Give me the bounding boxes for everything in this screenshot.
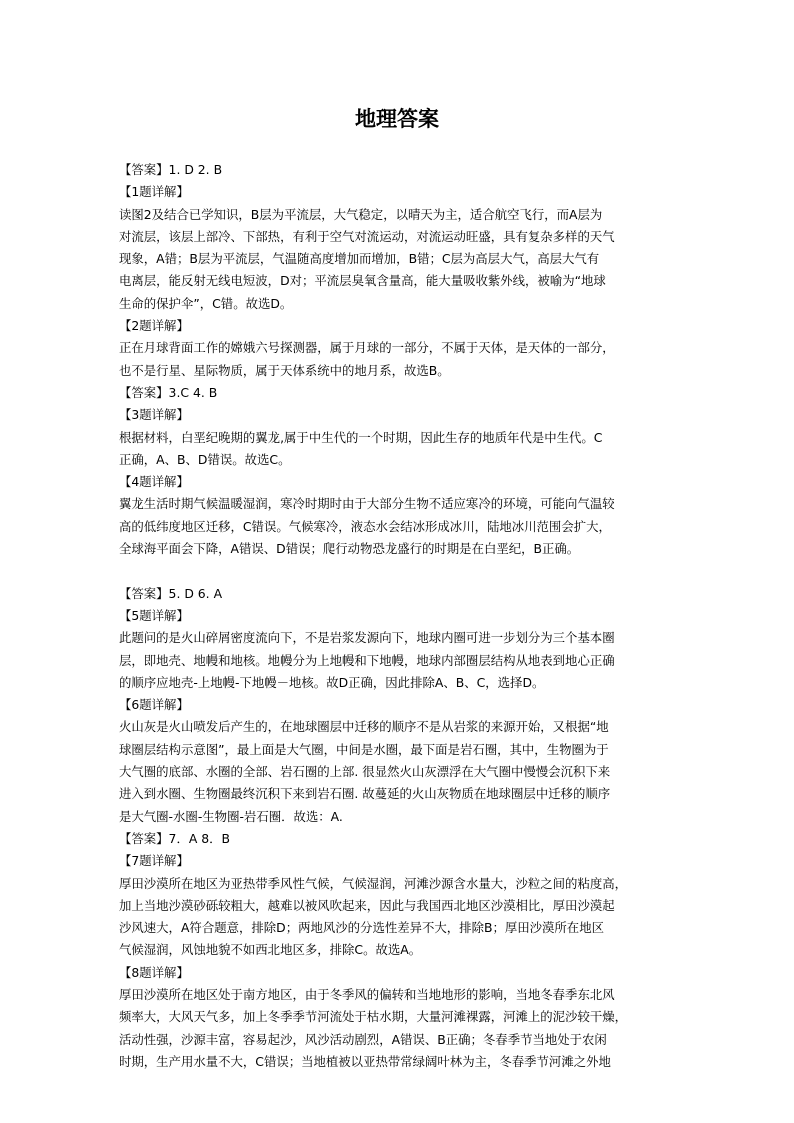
section-heading: 【7题详解】	[119, 853, 189, 869]
text-line: 球圈层结构示意图”，最上面是大气圈，中间是水圈，最下面是岩石圈，其中，生物圈为于	[119, 741, 609, 757]
text-line: 是大气圈-水圈-生物圈-岩石圈．故选：A.	[119, 808, 343, 824]
section-heading: 【5题详解】	[119, 607, 189, 623]
section-heading: 【8题详解】	[119, 964, 189, 980]
blank-line	[119, 560, 679, 582]
answer-content	[119, 159, 679, 1073]
text-line: 层，即地壳、地幔和地核。地幔分为上地幔和下地幔，地球内部圈层结构从地表到地心正确	[119, 652, 615, 668]
text-line: 正确，A、B、D错误。故选C。	[119, 451, 291, 467]
answer-line: 【答案】7．A 8．B	[119, 830, 231, 846]
text-line: 正在月球背面工作的嫦娥六号探测器，属于月球的一部分，不属于天体，是天体的一部分，	[119, 340, 615, 356]
text-line: 全球海平面会下降，A错误、D错误；爬行动物恐龙盛行的时期是在白垩纪，B正确。	[119, 541, 580, 557]
text-line: 电离层，能反射无线电短波，D对；平流层臭氧含量高，能大量吸收紫外线，被喻为“地球	[119, 273, 606, 289]
text-line: 对流层，该层上部冷、下部热，有利于空气对流运动，对流运动旺盛，具有复杂多样的天气	[119, 228, 615, 244]
text-line: 进入到水圈、生物圈最终沉积下来到岩石圈. 故蔓延的火山灰物质在地球圈层中迁移的顺序	[119, 786, 611, 802]
answer-line: 【答案】3.C 4. B	[119, 384, 218, 400]
answer-line: 【答案】5. D 6. A	[119, 585, 223, 601]
text-line: 翼龙生活时期气候温暖湿润，寒冷时期时由于大部分生物不适应寒冷的环境，可能向气温较	[119, 496, 615, 512]
section-heading: 【4题详解】	[119, 474, 189, 490]
text-line: 厚田沙漠所在地区处于南方地区，由于冬季风的偏转和当地地形的影响，当地冬春季东北风	[119, 986, 615, 1002]
text-line: 也不是行星、星际物质，属于天体系统中的地月系，故选B。	[119, 362, 450, 378]
text-line: 现象，A错；B层为平流层，气温随高度增加而增加，B错；C层为高层大气，高层大气有	[119, 251, 600, 267]
text-line: 此题问的是火山碎屑密度流向下，不是岩浆发源向下，地球内圈可进一步划分为三个基本圈	[119, 630, 615, 646]
text-line: 活动性强，沙源丰富，容易起沙，风沙活动剧烈，A错误、B正确；冬春季节当地处于农闲	[119, 1031, 607, 1047]
text-line: 沙风速大，A符合题意，排除D；两地风沙的分选性差异不大，排除B；厚田沙漠所在地区	[119, 920, 604, 936]
section-heading: 【6题详解】	[119, 697, 189, 713]
text-line: 大气圈的底部、水圈的全部、岩石圈的上部. 很显然火山灰漂浮在大气圈中慢慢会沉积下来	[119, 764, 611, 780]
section-heading: 【3题详解】	[119, 407, 189, 423]
text-line: 气候湿润，风蚀地貌不如西北地区多，排除C。故选A。	[119, 942, 422, 958]
section-heading: 【1题详解】	[119, 184, 189, 200]
text-line: 厚田沙漠所在地区为亚热带季风性气候，气候湿润，河滩沙源含水量大，沙粒之间的粘度高，	[119, 875, 628, 891]
section-heading: 【2题详解】	[119, 318, 189, 334]
text-line: 读图2及结合已学知识，B层为平流层，大气稳定，以晴天为主，适合航空飞行，而A层为	[119, 206, 603, 222]
text-line: 火山灰是火山喷发后产生的，在地球圈层中迁移的顺序不是从岩浆的来源开始，又根据“地	[119, 719, 609, 735]
text-line: 的顺序应地壳-上地幔-下地幔－地核。故D正确，因此排除A、B、C，选择D。	[119, 674, 545, 690]
text-line: 根据材料，白垩纪晚期的翼龙,属于中生代的一个时期，因此生存的地质年代是中生代。C	[119, 429, 603, 445]
text-line: 时期，生产用水量不大，C错误；当地植被以亚热带常绿阔叶林为主，冬春季节河滩之外地	[119, 1053, 611, 1069]
text-line: 加上当地沙漠砂砾较粗大，越难以被风吹起来，因此与我国西北地区沙漠相比，厚田沙漠起	[119, 897, 615, 913]
page-title: 地理答案	[355, 107, 439, 131]
answer-line: 【答案】1. D 2. B	[119, 162, 223, 177]
text-line: 高的低纬度地区迁移，C错误。气候寒冷，液态水会结冰形成冰川，陆地冰川范围会扩大，	[119, 518, 611, 534]
text-line: 生命的保护伞”，C错。故选D。	[119, 295, 293, 311]
text-line: 频率大，大风天气多，加上冬季季节河流处于枯水期，大量河滩裸露，河滩上的泥沙较干燥，	[119, 1009, 628, 1025]
